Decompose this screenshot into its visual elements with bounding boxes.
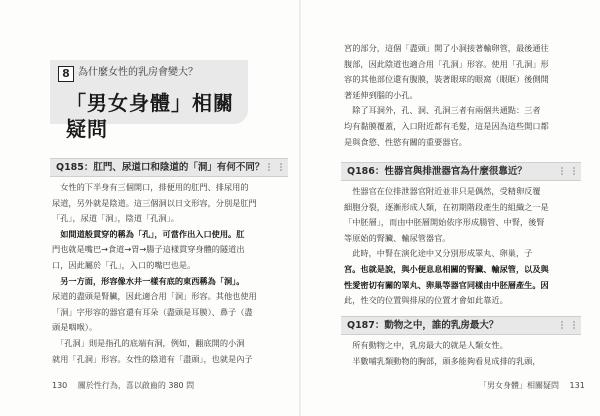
text-line: 「孔洞」則是指孔的底端有洞，例如，翻底開的小洞 <box>52 337 245 348</box>
text-line: 「孔」，尿道「洞」，陰道「孔洞」。 <box>52 213 179 224</box>
text-line: 口，因此屬於「孔」，入口的嘴巴也是。 <box>52 259 196 270</box>
chapter-subtitle: 為什麼女性的乳房會變大？ <box>78 67 198 78</box>
running-title: 關於性行為，喜以啟齒的 380 問 <box>77 381 195 390</box>
text-line: 腹部，因此陰道也適合用「孔洞」形容。使用「孔洞」形 <box>344 58 549 69</box>
text-line: 是與食慾、性慾有關的重要器官。 <box>344 136 467 147</box>
corner-dots-icon <box>561 321 575 329</box>
text-line: 如間道般貫穿的稱為「孔」，可當作出入口使用。肛 <box>52 228 245 239</box>
text-line: 女性的下半身有三個開口，排便用的肛門、排尿用的 <box>52 182 249 192</box>
text-line: 除了耳洞外，孔、洞、孔洞三者有兩個共通點：三者 <box>344 105 541 116</box>
chapter-header <box>50 60 248 141</box>
text-line: 細胞分裂，逐漸形成人類，在初期階段產生的組織之一是 <box>344 201 549 212</box>
text-line: 著延伸到腦的小孔。 <box>344 89 418 100</box>
chapter-title: 「男女身體」相關疑問 <box>66 91 234 141</box>
corner-dots-icon <box>561 167 575 175</box>
text-line: 尿道，另外就是陰道。這三個洞以日文形容，分別是肛門 <box>52 197 257 208</box>
text-line: 此，性交的位置與排尿的位置才會如此靠近。 <box>344 295 508 306</box>
text-line: 「洞」字形容的器官還有耳朵（盡頭是耳膜）、鼻子（盡 <box>52 306 253 317</box>
text-line: 半數哺乳類動物的胸部，頭多能夠看見成排的乳頭， <box>344 355 541 366</box>
text-line: 性器官在位排泄器官附近並非只是偶然，受精卵反覆 <box>344 186 541 196</box>
text-line: 宮的部分，這個「盡頭」開了小洞接著輸卵管，最後通往 <box>344 43 549 53</box>
page-number: 131 <box>569 381 585 390</box>
text-line: 容的其他部位還有腹膜，裝著眼球的眼窩（眼眶）後側開 <box>344 74 549 85</box>
text-line: 等原始的腎臟、輸尿管器官。 <box>344 232 451 243</box>
question-text: Q185：肛門、尿道口和陰道的「洞」有何不同？ <box>56 162 265 173</box>
text-line: 所有動物之中，乳房最大的就是人類女性。 <box>344 340 508 350</box>
answer-text-q187 <box>344 338 572 369</box>
text-line: 宮。也就是說，與小便息息相關的腎臟、輸尿管，以及與 <box>344 263 549 274</box>
chapter-number: 8 <box>58 66 74 82</box>
question-heading-q186 <box>341 162 581 181</box>
text-line: 另一方面，形容像水井一樣有底的東西稱為「洞」。 <box>52 275 245 286</box>
answer-text-q185 <box>52 180 282 367</box>
text-line: 此時，中腎在演化途中又分別形成睪丸、卵巢，子 <box>344 248 533 259</box>
answer-text-q185-continued <box>344 41 572 150</box>
question-heading-q187 <box>341 316 581 335</box>
right-page <box>301 0 600 416</box>
right-folio <box>479 381 585 391</box>
text-line: 尿道的盡頭是腎臟，因此適合用「洞」形容。其他也使用 <box>52 291 257 302</box>
text-line: 「中胚層」，而由中胚層開始依序形成腸管、中腎，後腎 <box>344 217 545 228</box>
text-line: 均有黏膜覆蓋，入口附近都有毛髮，這是因為這些開口都 <box>344 120 549 131</box>
text-line: 性愛密切有關的睪丸、卵巢等器官同樣由中胚層產生。因 <box>344 279 549 290</box>
corner-dots-icon <box>268 163 282 171</box>
question-heading-q185 <box>50 158 288 177</box>
left-page <box>0 0 299 416</box>
text-line: 頭是咽喉）。 <box>52 322 98 333</box>
question-text: Q186：性器官與排泄器官為什麼很靠近？ <box>347 166 527 177</box>
left-folio <box>52 381 194 391</box>
text-line: 就用「孔洞」形容。女性的陰道有「盡頭」，也就是內子 <box>52 353 253 364</box>
text-line: 門也就是嘴巴→食道→胃→腸子這樣貫穿身體的隧道出 <box>52 244 245 255</box>
question-text: Q187：動物之中，誰的乳房最大？ <box>347 320 499 331</box>
answer-text-q186 <box>344 184 572 309</box>
running-title: 「男女身體」相關疑問 <box>479 381 559 390</box>
page-number: 130 <box>52 381 68 390</box>
